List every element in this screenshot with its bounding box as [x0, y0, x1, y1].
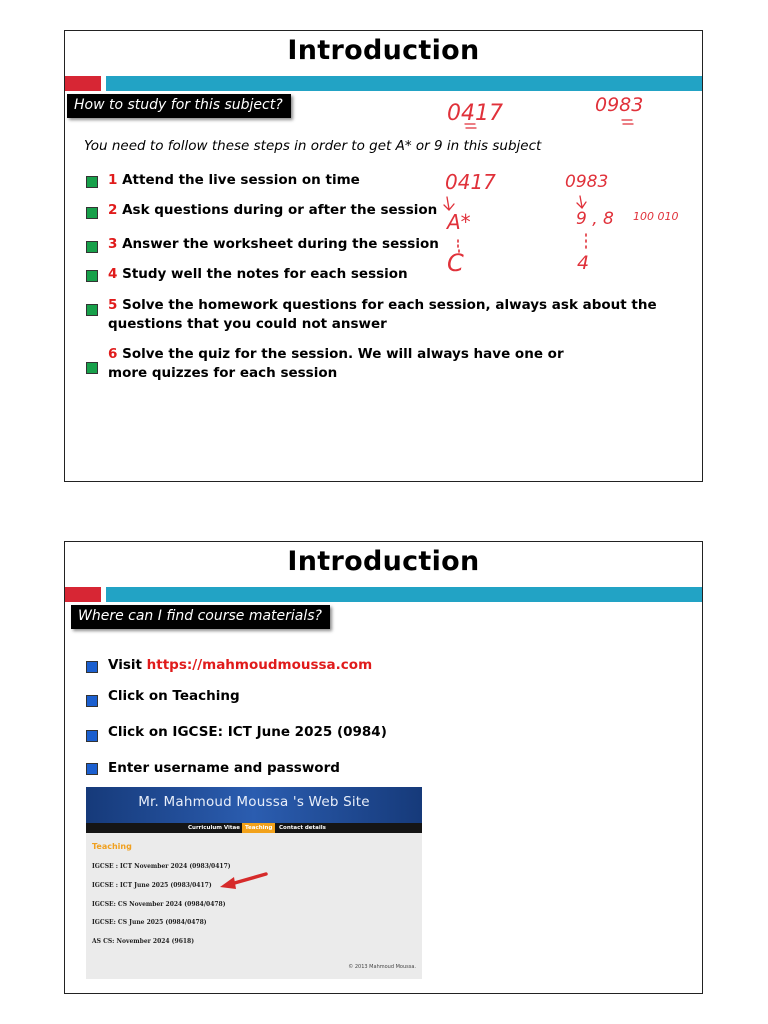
instruction-text: Visit [108, 657, 147, 673]
step-text-continued: questions that you could not answer [108, 316, 387, 332]
step-text: Answer the worksheet during the session [122, 236, 439, 252]
slide-title: Introduction [287, 546, 480, 577]
annotation-grade: 4 [577, 252, 590, 274]
instruction-item [108, 759, 340, 778]
annotation-percent: 100 010 [633, 210, 679, 223]
square-bullet-icon [86, 695, 98, 707]
accent-bar-red [65, 587, 101, 602]
website-link[interactable]: https://mahmoudmoussa.com [146, 657, 373, 673]
instruction-text: Click on IGCSE: ICT June 2025 (0984) [108, 724, 387, 740]
course-link[interactable]: AS CS: November 2024 (9618) [92, 938, 195, 945]
instruction-item [108, 723, 387, 742]
step-text: Solve the homework questions for each session, always ask about the [122, 297, 657, 313]
instruction-text: Click on Teaching [108, 688, 240, 704]
nav-item-cv[interactable]: Curriculum Vitae [188, 825, 241, 831]
step-number: 6 [108, 346, 118, 362]
step-number: 3 [108, 236, 118, 252]
nav-item-contact[interactable]: Contact details [279, 825, 326, 831]
instruction-item [108, 656, 372, 675]
slide-title: Introduction [287, 35, 480, 66]
square-bullet-icon [86, 661, 98, 673]
square-bullet-icon [86, 730, 98, 742]
site-title: Mr. Mahmoud Moussa 's Web Site [138, 794, 370, 810]
step-number: 5 [108, 297, 118, 313]
course-link[interactable]: IGCSE: CS November 2024 (0984/0478) [92, 901, 226, 908]
step-text: Ask questions during or after the session [122, 202, 438, 218]
handwritten-annotations [65, 31, 702, 481]
annotation-grade: A* [447, 210, 471, 234]
instruction-text: Enter username and password [108, 760, 340, 776]
website-screenshot [86, 787, 422, 979]
annotation-code: 0983 [595, 94, 644, 116]
course-link[interactable]: IGCSE : ICT June 2025 (0983/0417) [92, 882, 212, 889]
annotation-code: 0983 [565, 172, 609, 192]
step-text-continued: more quizzes for each session [108, 365, 338, 381]
accent-bar-blue [106, 587, 702, 602]
step-text: Study well the notes for each session [122, 266, 408, 282]
step-number: 4 [108, 266, 118, 282]
course-link[interactable]: IGCSE : ICT November 2024 (0983/0417) [92, 863, 231, 870]
annotation-grade: 9 , 8 [576, 209, 614, 229]
annotation-grade: C [447, 249, 464, 277]
slide-course-materials [64, 541, 703, 994]
slide-study-steps [64, 30, 703, 482]
site-section-title: Teaching [92, 842, 132, 851]
step-text: Attend the live session on time [122, 172, 360, 188]
step-number: 2 [108, 202, 118, 218]
site-footer: © 2013 Mahmoud Moussa. [348, 964, 416, 970]
step-text: Solve the quiz for the session. We will always have one or [122, 346, 564, 362]
section-question: Where can I find course materials? [71, 605, 330, 629]
course-link[interactable]: IGCSE: CS June 2025 (0984/0478) [92, 919, 207, 926]
instruction-item [108, 687, 240, 706]
red-arrow-icon [86, 787, 422, 979]
square-bullet-icon [86, 763, 98, 775]
step-number: 1 [108, 172, 118, 188]
annotation-code: 0417 [447, 101, 503, 126]
section-question: How to study for this subject? [67, 94, 291, 118]
nav-item-teaching[interactable]: Teaching [242, 823, 275, 833]
intro-text: You need to follow these steps in order to get A* or 9 in this subject [84, 138, 542, 154]
annotation-code: 0417 [445, 170, 496, 194]
